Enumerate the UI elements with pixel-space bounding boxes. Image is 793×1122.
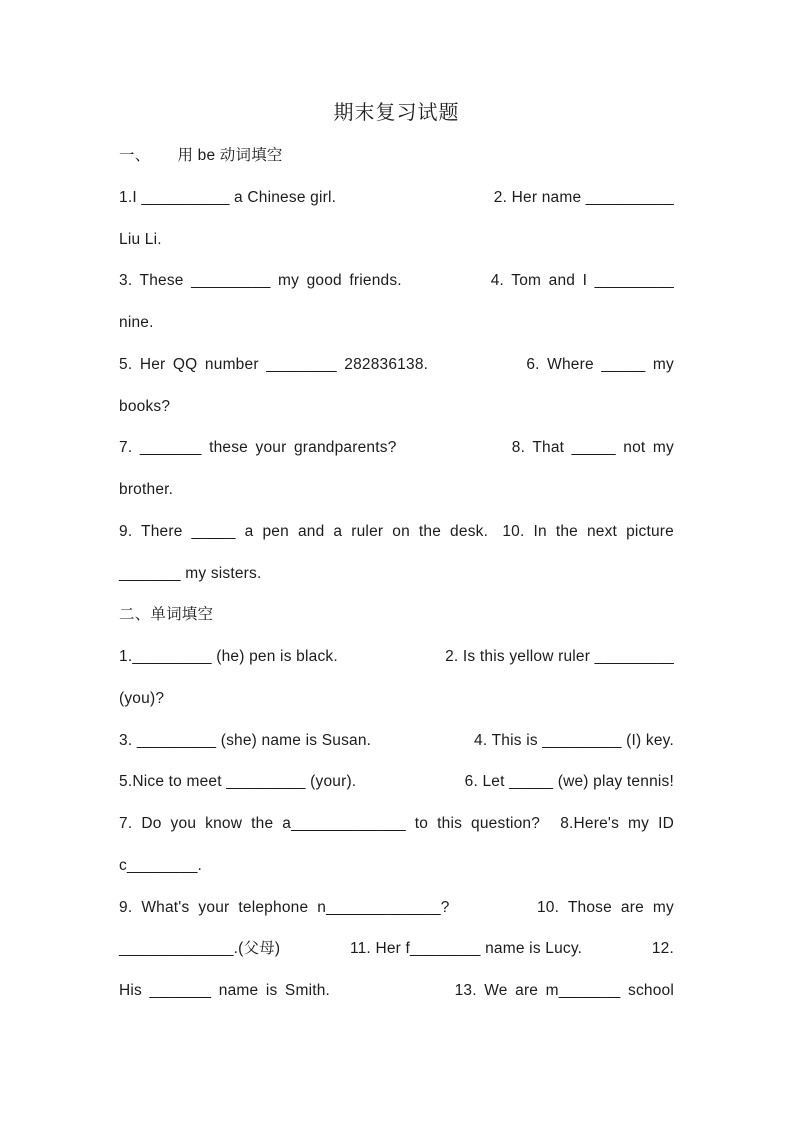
question-6-text: 6. Where _____ my [526,355,674,373]
text-line [119,856,674,898]
question-1-text: 1.I __________ a Chinese girl. [119,188,337,206]
text-line [119,647,674,689]
text-line [119,731,674,773]
text-line [119,397,674,439]
section-2-heading [119,605,674,647]
s2-question-2-continuation: (you)? [119,689,165,707]
s2-question-10-continuation: _____________.(父母) [119,940,281,958]
text-line [119,939,674,981]
s2-question-3-text: 3. _________ (she) name is Susan. [119,731,372,749]
text-line [119,230,674,272]
question-9-text: 9. There _____ a pen and a ruler on the desk. [119,522,489,540]
text-line [119,522,674,564]
s2-question-4-text: 4. This is _________ (I) key. [474,731,674,749]
s2-question-6-text: 6. Let _____ (we) play tennis! [464,773,674,791]
question-6-continuation: books? [119,397,171,415]
section-heading-text: 二、单词填空 [119,606,214,624]
text-line [119,689,674,731]
s2-question-11-text: 11. Her f________ name is Lucy. [349,940,583,958]
question-2-continuation: Liu Li. [119,230,162,248]
s2-question-12-number: 12. [651,940,674,958]
document-body [119,146,674,1023]
question-4-continuation: nine. [119,314,154,331]
section-1-heading [119,146,674,188]
s2-question-7-text: 7. Do you know the a_____________ to this question? [119,815,541,832]
text-line [119,814,674,856]
question-7-text: 7. _______ these your grandparents? [119,439,397,457]
s2-question-13-text: 13. We are m_______ school [454,982,674,999]
question-8-continuation: brother. [119,481,174,498]
question-2-text: 2. Her name __________ [493,188,674,206]
s2-question-8-continuation: c________. [119,856,203,874]
text-line [119,438,674,480]
text-line [119,772,674,814]
s2-question-1-text: 1._________ (he) pen is black. [119,648,338,665]
text-line [119,188,674,230]
s2-question-5-text: 5.Nice to meet _________ (your). [119,773,357,791]
question-3-text: 3. These _________ my good friends. [119,272,402,290]
text-line [119,271,674,313]
document-title: 期末复习试题 [333,102,460,124]
text-line [119,313,674,355]
s2-question-2-text: 2. Is this yellow ruler _________ [445,648,674,665]
s2-question-10-text: 10. Those are my [536,898,674,916]
s2-question-9-text: 9. What's your telephone n_____________? [119,898,450,916]
question-4-text: 4. Tom and I _________ [490,272,674,290]
text-line [119,564,674,606]
question-10-continuation: _______ my sisters. [119,564,262,582]
s2-question-8-text: 8.Here's my ID [560,815,674,832]
text-line [119,480,674,522]
question-5-text: 5. Her QQ number ________ 282836138. [119,355,429,373]
question-10-text: 10. In the next picture [502,522,674,540]
s2-question-12-text: His _______ name is Smith. [119,982,331,999]
section-heading-text: 一、 用 be 动词填空 [119,147,283,164]
text-line [119,898,674,940]
question-8-text: 8. That _____ not my [511,439,674,457]
text-line [119,981,674,1023]
text-line [119,355,674,397]
